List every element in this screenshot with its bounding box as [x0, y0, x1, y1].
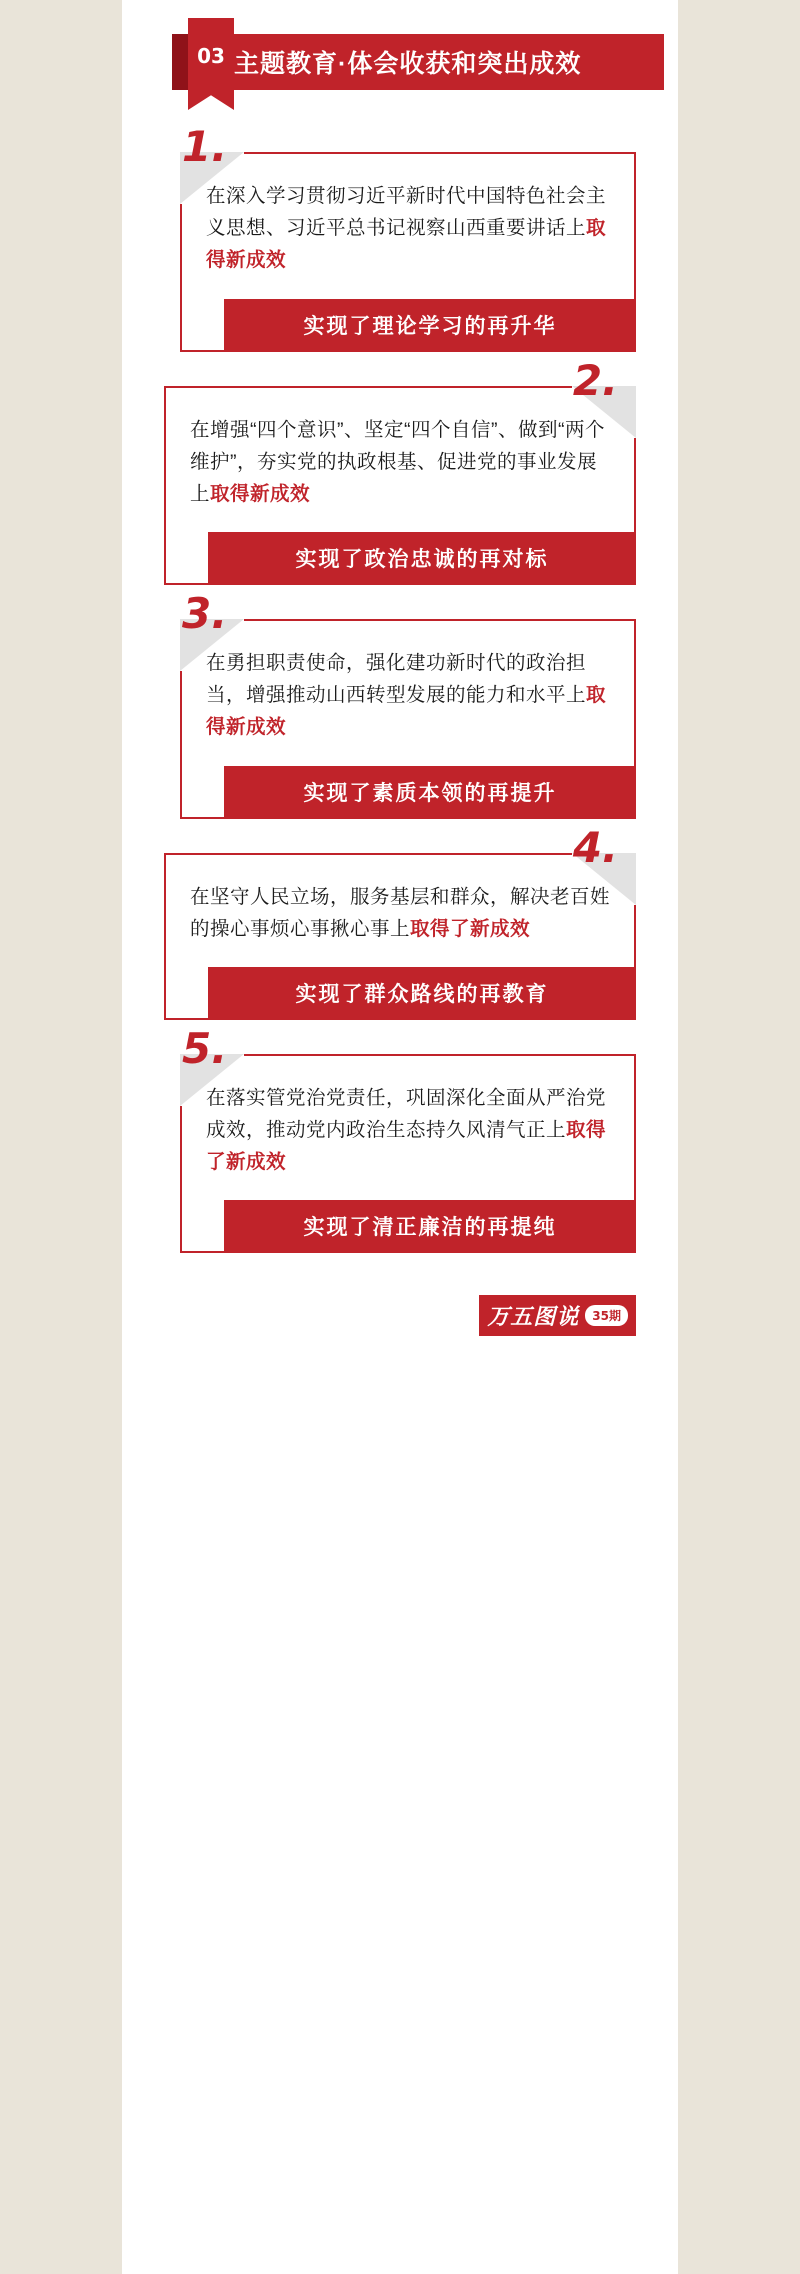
section-body-highlight: 取得新成效 [206, 217, 607, 272]
section-frame [180, 152, 636, 352]
brand-logo-text: 万五图说 [487, 1304, 580, 1330]
section-banner: 实现了群众路线的再教育 [208, 967, 636, 1020]
page-title: 主题教育·体会收获和突出成效 [234, 50, 582, 78]
poster-footer [164, 1295, 636, 1336]
section-body [190, 881, 610, 967]
section-body-highlight: 取得了新成效 [206, 1119, 607, 1174]
section-index: 2. [572, 355, 618, 405]
section-body [206, 1082, 610, 1201]
section-banner: 实现了清正廉洁的再提纯 [224, 1200, 636, 1253]
section-body [190, 414, 610, 533]
section-frame [164, 386, 636, 586]
header-number: 03 [197, 44, 225, 68]
section-frame [180, 1054, 636, 1254]
section-index: 1. [182, 122, 228, 171]
section-body-text: 在增强“四个意识”、坚定“四个自信”、做到“两个维护”，夯实党的执政根基、促进党的事业发展上 [190, 418, 605, 505]
section-1 [164, 118, 636, 352]
section-banner: 实现了政治忠诚的再对标 [208, 532, 636, 585]
poster-header [136, 18, 664, 118]
section-body-text: 在落实管党治党责任，巩固深化全面从严治党成效，推动党内政治生态持久风清气正上 [206, 1086, 607, 1142]
section-4 [164, 819, 636, 1020]
section-index: 5. [182, 1023, 228, 1073]
section-3 [164, 585, 636, 819]
section-body [206, 180, 610, 299]
section-2 [164, 352, 636, 586]
section-body-text: 在勇担职责使命，强化建功新时代的政治担当，增强推动山西转型发展的能力和水平上 [206, 652, 587, 707]
section-body-highlight: 取得新成效 [206, 684, 607, 739]
header-bar [172, 34, 664, 90]
section-5 [164, 1020, 636, 1254]
section-body-highlight: 取得新成效 [210, 482, 311, 505]
section-banner: 实现了理论学习的再升华 [224, 299, 636, 352]
section-body-text: 在深入学习贯彻习近平新时代中国特色社会主义思想、习近平总书记视察山西重要讲话上 [206, 185, 607, 240]
section-frame [180, 619, 636, 819]
section-index: 3. [182, 589, 228, 639]
section-index: 4. [572, 822, 618, 872]
brand-logo [479, 1295, 636, 1336]
section-banner: 实现了素质本领的再提升 [224, 766, 636, 819]
section-body-text: 在坚守人民立场，服务基层和群众，解决老百姓的操心事烦心事揪心事上 [190, 885, 611, 940]
section-body-highlight: 取得了新成效 [410, 917, 531, 940]
section-body [206, 647, 610, 766]
poster [122, 0, 678, 2274]
section-frame [164, 853, 636, 1020]
issue-badge: 35期 [585, 1305, 628, 1326]
